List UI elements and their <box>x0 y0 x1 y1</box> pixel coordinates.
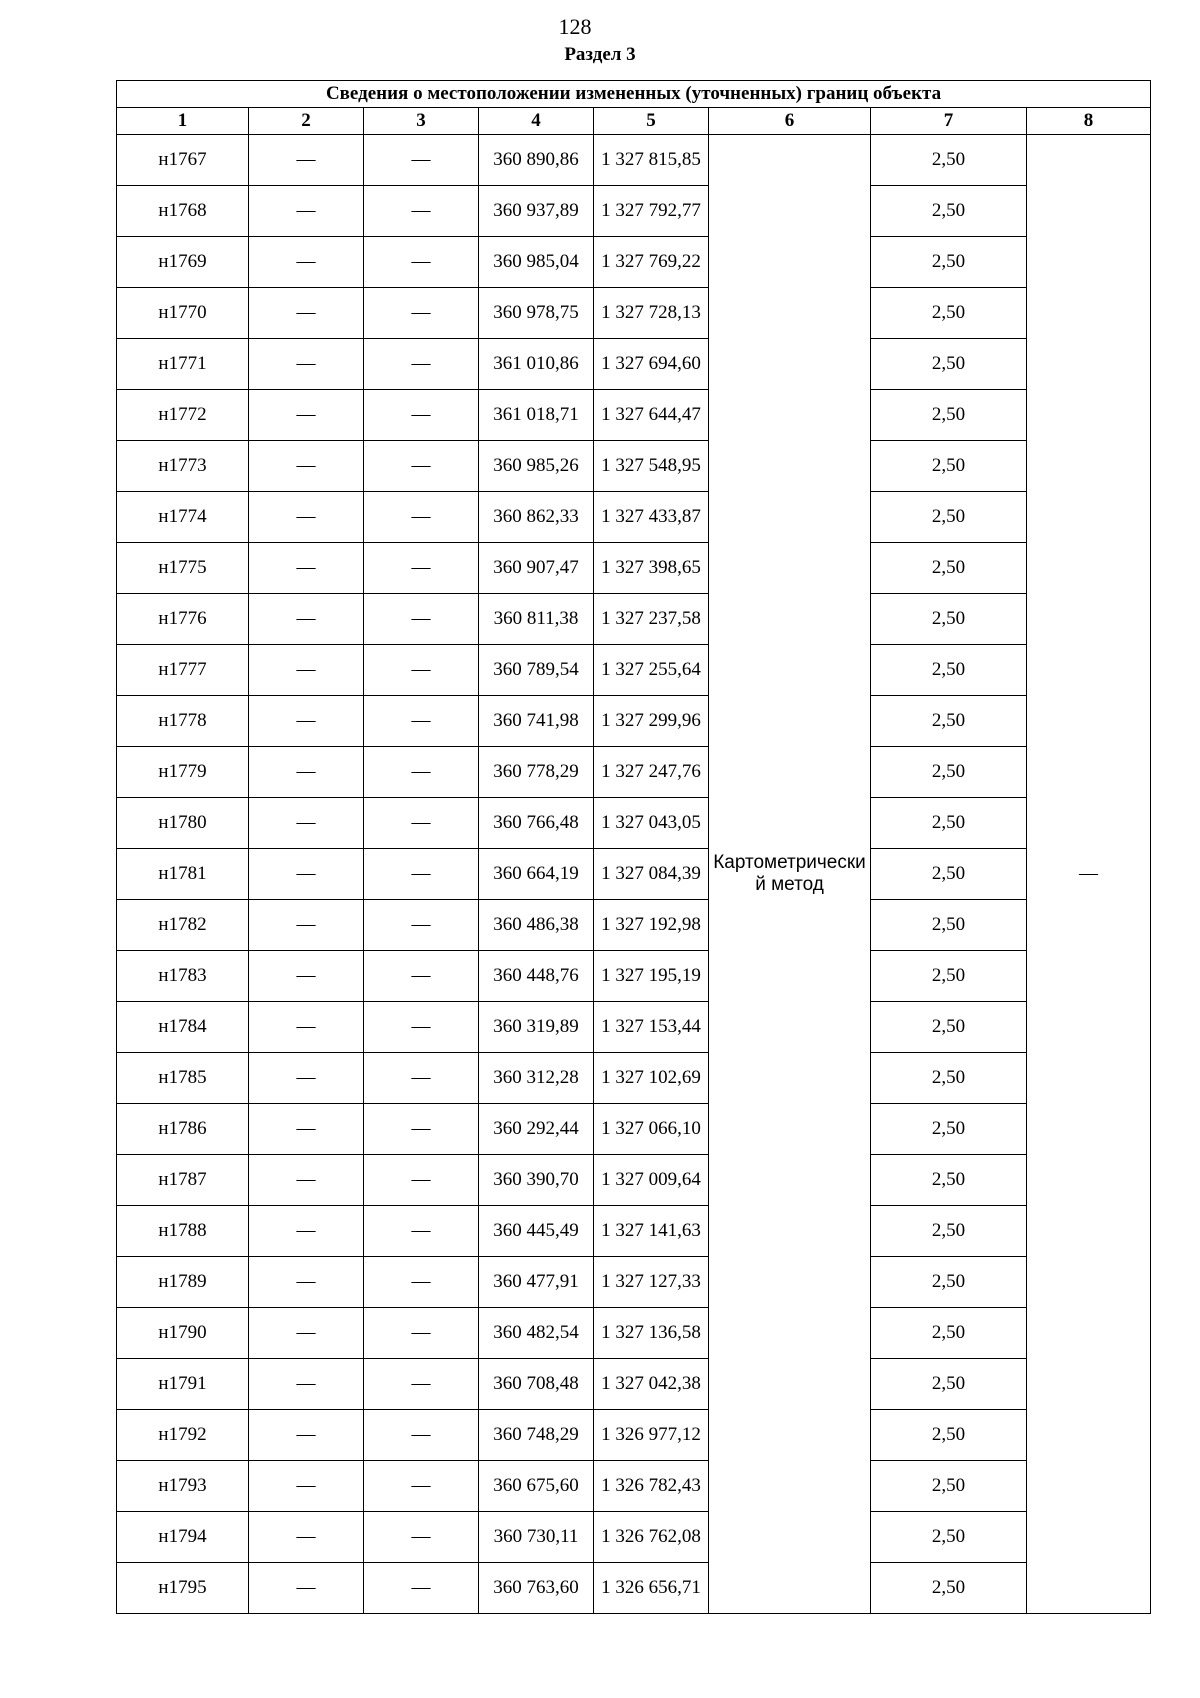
table-row <box>117 1206 1151 1257</box>
y-coordinate-cell: 1 327 433,87 <box>594 492 709 543</box>
x-coordinate-cell: 360 907,47 <box>479 543 594 594</box>
column2-cell: — <box>249 339 364 390</box>
point-cell: н1793 <box>117 1461 249 1512</box>
y-coordinate-cell: 1 327 299,96 <box>594 696 709 747</box>
column-number-3: 3 <box>364 108 479 135</box>
point-cell: н1789 <box>117 1257 249 1308</box>
point-cell: н1784 <box>117 1002 249 1053</box>
table-row <box>117 339 1151 390</box>
table-row <box>117 288 1151 339</box>
column3-cell: — <box>364 237 479 288</box>
table-row <box>117 696 1151 747</box>
column3-cell: — <box>364 135 479 186</box>
accuracy-cell: 2,50 <box>871 1002 1027 1053</box>
column2-cell: — <box>249 849 364 900</box>
x-coordinate-cell: 361 010,86 <box>479 339 594 390</box>
point-cell: н1780 <box>117 798 249 849</box>
page-number: 128 <box>558 14 592 39</box>
column2-cell: — <box>249 492 364 543</box>
table-row <box>117 1410 1151 1461</box>
column3-cell: — <box>364 594 479 645</box>
x-coordinate-cell: 360 862,33 <box>479 492 594 543</box>
accuracy-cell: 2,50 <box>871 237 1027 288</box>
point-cell: н1785 <box>117 1053 249 1104</box>
table-row <box>117 798 1151 849</box>
method-cell: Картометрически й метод <box>709 135 871 1614</box>
table-row <box>117 135 1151 186</box>
accuracy-cell: 2,50 <box>871 543 1027 594</box>
table-body <box>117 135 1151 1614</box>
column8-cell: — <box>1027 135 1151 1614</box>
accuracy-cell: 2,50 <box>871 1563 1027 1614</box>
column2-cell: — <box>249 1563 364 1614</box>
column2-cell: — <box>249 1053 364 1104</box>
column3-cell: — <box>364 543 479 594</box>
x-coordinate-cell: 360 730,11 <box>479 1512 594 1563</box>
table-row <box>117 1002 1151 1053</box>
column2-cell: — <box>249 186 364 237</box>
x-coordinate-cell: 360 985,26 <box>479 441 594 492</box>
point-cell: н1787 <box>117 1155 249 1206</box>
point-cell: н1768 <box>117 186 249 237</box>
x-coordinate-cell: 360 312,28 <box>479 1053 594 1104</box>
accuracy-cell: 2,50 <box>871 186 1027 237</box>
accuracy-cell: 2,50 <box>871 1512 1027 1563</box>
accuracy-cell: 2,50 <box>871 798 1027 849</box>
point-cell: н1773 <box>117 441 249 492</box>
table-row <box>117 186 1151 237</box>
column2-cell: — <box>249 441 364 492</box>
x-coordinate-cell: 360 890,86 <box>479 135 594 186</box>
point-cell: н1779 <box>117 747 249 798</box>
column-number-2: 2 <box>249 108 364 135</box>
point-cell: н1794 <box>117 1512 249 1563</box>
column3-cell: — <box>364 1053 479 1104</box>
accuracy-cell: 2,50 <box>871 696 1027 747</box>
y-coordinate-cell: 1 327 237,58 <box>594 594 709 645</box>
table-row <box>117 900 1151 951</box>
table-row <box>117 1155 1151 1206</box>
x-coordinate-cell: 360 675,60 <box>479 1461 594 1512</box>
column3-cell: — <box>364 1512 479 1563</box>
y-coordinate-cell: 1 327 066,10 <box>594 1104 709 1155</box>
point-cell: н1777 <box>117 645 249 696</box>
x-coordinate-cell: 360 978,75 <box>479 288 594 339</box>
column-number-5: 5 <box>594 108 709 135</box>
column2-cell: — <box>249 1206 364 1257</box>
point-cell: н1774 <box>117 492 249 543</box>
y-coordinate-cell: 1 327 728,13 <box>594 288 709 339</box>
column2-cell: — <box>249 390 364 441</box>
accuracy-cell: 2,50 <box>871 339 1027 390</box>
y-coordinate-cell: 1 327 084,39 <box>594 849 709 900</box>
accuracy-cell: 2,50 <box>871 1053 1027 1104</box>
column2-cell: — <box>249 951 364 1002</box>
column2-cell: — <box>249 900 364 951</box>
table-row <box>117 594 1151 645</box>
point-cell: н1781 <box>117 849 249 900</box>
x-coordinate-cell: 360 445,49 <box>479 1206 594 1257</box>
x-coordinate-cell: 360 319,89 <box>479 1002 594 1053</box>
x-coordinate-cell: 360 292,44 <box>479 1104 594 1155</box>
table-row <box>117 1563 1151 1614</box>
column3-cell: — <box>364 390 479 441</box>
point-cell: н1769 <box>117 237 249 288</box>
point-cell: н1775 <box>117 543 249 594</box>
x-coordinate-cell: 360 789,54 <box>479 645 594 696</box>
point-cell: н1778 <box>117 696 249 747</box>
y-coordinate-cell: 1 327 195,19 <box>594 951 709 1002</box>
table-row <box>117 951 1151 1002</box>
column3-cell: — <box>364 798 479 849</box>
column3-cell: — <box>364 1206 479 1257</box>
column2-cell: — <box>249 1308 364 1359</box>
table-row <box>117 1512 1151 1563</box>
table-row <box>117 1359 1151 1410</box>
column2-cell: — <box>249 594 364 645</box>
table-row <box>117 1257 1151 1308</box>
accuracy-cell: 2,50 <box>871 849 1027 900</box>
column3-cell: — <box>364 696 479 747</box>
accuracy-cell: 2,50 <box>871 1410 1027 1461</box>
point-cell: н1776 <box>117 594 249 645</box>
x-coordinate-cell: 360 390,70 <box>479 1155 594 1206</box>
accuracy-cell: 2,50 <box>871 390 1027 441</box>
table-row <box>117 390 1151 441</box>
y-coordinate-cell: 1 327 398,65 <box>594 543 709 594</box>
column3-cell: — <box>364 1359 479 1410</box>
accuracy-cell: 2,50 <box>871 1257 1027 1308</box>
accuracy-cell: 2,50 <box>871 1461 1027 1512</box>
accuracy-cell: 2,50 <box>871 951 1027 1002</box>
section-title: Раздел 3 <box>564 44 636 65</box>
column2-cell: — <box>249 237 364 288</box>
column2-cell: — <box>249 747 364 798</box>
column-numbers-row <box>117 108 1151 135</box>
point-cell: н1791 <box>117 1359 249 1410</box>
x-coordinate-cell: 360 937,89 <box>479 186 594 237</box>
accuracy-cell: 2,50 <box>871 135 1027 186</box>
y-coordinate-cell: 1 327 136,58 <box>594 1308 709 1359</box>
y-coordinate-cell: 1 327 127,33 <box>594 1257 709 1308</box>
x-coordinate-cell: 360 778,29 <box>479 747 594 798</box>
column3-cell: — <box>364 951 479 1002</box>
x-coordinate-cell: 360 664,19 <box>479 849 594 900</box>
coordinates-table <box>116 80 1151 1614</box>
y-coordinate-cell: 1 326 762,08 <box>594 1512 709 1563</box>
y-coordinate-cell: 1 327 009,64 <box>594 1155 709 1206</box>
column3-cell: — <box>364 492 479 543</box>
point-cell: н1771 <box>117 339 249 390</box>
y-coordinate-cell: 1 326 782,43 <box>594 1461 709 1512</box>
x-coordinate-cell: 360 811,38 <box>479 594 594 645</box>
accuracy-cell: 2,50 <box>871 1308 1027 1359</box>
y-coordinate-cell: 1 327 192,98 <box>594 900 709 951</box>
accuracy-cell: 2,50 <box>871 645 1027 696</box>
accuracy-cell: 2,50 <box>871 1359 1027 1410</box>
table-row <box>117 645 1151 696</box>
column3-cell: — <box>364 747 479 798</box>
y-coordinate-cell: 1 327 644,47 <box>594 390 709 441</box>
y-coordinate-cell: 1 327 815,85 <box>594 135 709 186</box>
point-cell: н1795 <box>117 1563 249 1614</box>
y-coordinate-cell: 1 327 141,63 <box>594 1206 709 1257</box>
point-cell: н1790 <box>117 1308 249 1359</box>
x-coordinate-cell: 361 018,71 <box>479 390 594 441</box>
table-row <box>117 441 1151 492</box>
column2-cell: — <box>249 1155 364 1206</box>
column2-cell: — <box>249 1461 364 1512</box>
accuracy-cell: 2,50 <box>871 747 1027 798</box>
table-caption: Сведения о местоположении измененных (уточненных) границ объекта <box>117 81 1151 108</box>
y-coordinate-cell: 1 327 694,60 <box>594 339 709 390</box>
column-number-4: 4 <box>479 108 594 135</box>
column2-cell: — <box>249 135 364 186</box>
y-coordinate-cell: 1 327 247,76 <box>594 747 709 798</box>
y-coordinate-cell: 1 326 656,71 <box>594 1563 709 1614</box>
x-coordinate-cell: 360 708,48 <box>479 1359 594 1410</box>
table-row <box>117 1053 1151 1104</box>
point-cell: н1782 <box>117 900 249 951</box>
column3-cell: — <box>364 1461 479 1512</box>
column2-cell: — <box>249 645 364 696</box>
column-number-7: 7 <box>871 108 1027 135</box>
column-number-1: 1 <box>117 108 249 135</box>
y-coordinate-cell: 1 327 548,95 <box>594 441 709 492</box>
accuracy-cell: 2,50 <box>871 492 1027 543</box>
column2-cell: — <box>249 1512 364 1563</box>
column3-cell: — <box>364 1155 479 1206</box>
column3-cell: — <box>364 339 479 390</box>
column3-cell: — <box>364 1002 479 1053</box>
column2-cell: — <box>249 798 364 849</box>
table-row <box>117 237 1151 288</box>
x-coordinate-cell: 360 448,76 <box>479 951 594 1002</box>
x-coordinate-cell: 360 477,91 <box>479 1257 594 1308</box>
x-coordinate-cell: 360 766,48 <box>479 798 594 849</box>
x-coordinate-cell: 360 748,29 <box>479 1410 594 1461</box>
x-coordinate-cell: 360 741,98 <box>479 696 594 747</box>
column2-cell: — <box>249 1002 364 1053</box>
point-cell: н1792 <box>117 1410 249 1461</box>
accuracy-cell: 2,50 <box>871 1206 1027 1257</box>
point-cell: н1772 <box>117 390 249 441</box>
table-row <box>117 492 1151 543</box>
table-row <box>117 1104 1151 1155</box>
column2-cell: — <box>249 288 364 339</box>
column2-cell: — <box>249 543 364 594</box>
y-coordinate-cell: 1 327 102,69 <box>594 1053 709 1104</box>
y-coordinate-cell: 1 326 977,12 <box>594 1410 709 1461</box>
point-cell: н1770 <box>117 288 249 339</box>
table-row <box>117 543 1151 594</box>
column3-cell: — <box>364 849 479 900</box>
column3-cell: — <box>364 1257 479 1308</box>
column2-cell: — <box>249 1410 364 1461</box>
column-number-8: 8 <box>1027 108 1151 135</box>
column3-cell: — <box>364 645 479 696</box>
table-row <box>117 1308 1151 1359</box>
y-coordinate-cell: 1 327 042,38 <box>594 1359 709 1410</box>
column3-cell: — <box>364 1563 479 1614</box>
column3-cell: — <box>364 1410 479 1461</box>
x-coordinate-cell: 360 763,60 <box>479 1563 594 1614</box>
column2-cell: — <box>249 696 364 747</box>
table-row <box>117 849 1151 900</box>
accuracy-cell: 2,50 <box>871 900 1027 951</box>
x-coordinate-cell: 360 482,54 <box>479 1308 594 1359</box>
accuracy-cell: 2,50 <box>871 594 1027 645</box>
column3-cell: — <box>364 900 479 951</box>
column3-cell: — <box>364 1104 479 1155</box>
y-coordinate-cell: 1 327 255,64 <box>594 645 709 696</box>
point-cell: н1783 <box>117 951 249 1002</box>
table-row <box>117 747 1151 798</box>
column3-cell: — <box>364 441 479 492</box>
column2-cell: — <box>249 1257 364 1308</box>
x-coordinate-cell: 360 486,38 <box>479 900 594 951</box>
accuracy-cell: 2,50 <box>871 1155 1027 1206</box>
column2-cell: — <box>249 1104 364 1155</box>
y-coordinate-cell: 1 327 043,05 <box>594 798 709 849</box>
accuracy-cell: 2,50 <box>871 288 1027 339</box>
y-coordinate-cell: 1 327 153,44 <box>594 1002 709 1053</box>
column-number-6: 6 <box>709 108 871 135</box>
column3-cell: — <box>364 288 479 339</box>
point-cell: н1767 <box>117 135 249 186</box>
column3-cell: — <box>364 186 479 237</box>
column2-cell: — <box>249 1359 364 1410</box>
point-cell: н1788 <box>117 1206 249 1257</box>
accuracy-cell: 2,50 <box>871 1104 1027 1155</box>
y-coordinate-cell: 1 327 792,77 <box>594 186 709 237</box>
column3-cell: — <box>364 1308 479 1359</box>
point-cell: н1786 <box>117 1104 249 1155</box>
y-coordinate-cell: 1 327 769,22 <box>594 237 709 288</box>
accuracy-cell: 2,50 <box>871 441 1027 492</box>
x-coordinate-cell: 360 985,04 <box>479 237 594 288</box>
table-row <box>117 1461 1151 1512</box>
